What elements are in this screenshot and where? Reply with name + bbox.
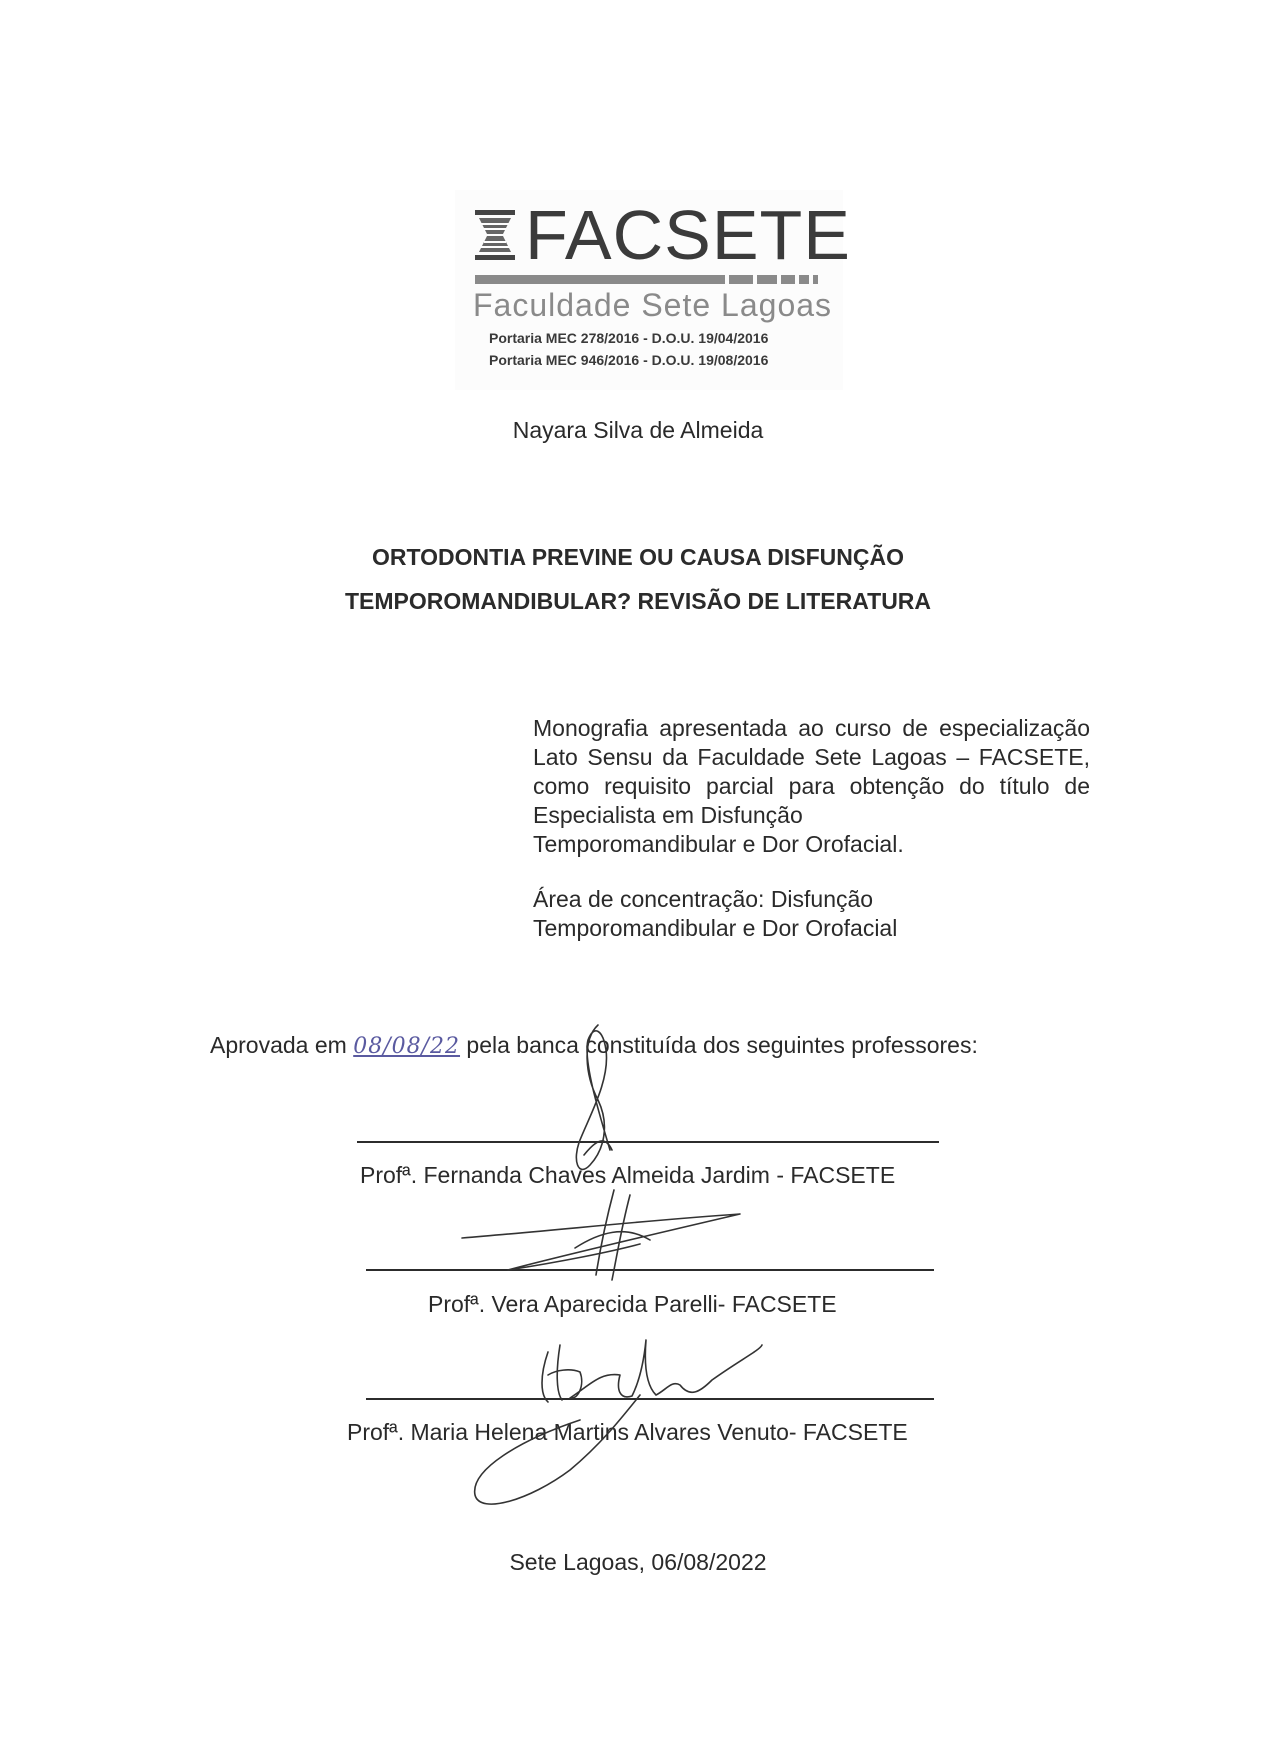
title-line-1: ORTODONTIA PREVINE OU CAUSA DISFUNÇÃO	[371, 544, 904, 570]
logo-subtitle: Faculdade Sete Lagoas	[473, 287, 833, 323]
signature-line-1	[357, 1141, 939, 1143]
approval-prefix: Aprovada em	[210, 1032, 347, 1058]
approval-statement	[210, 1031, 978, 1061]
description-paragraph-1-body: Monografia apresentada ao curso de especialização Lato Sensu da Faculdade Sete Lagoas – FACSETE, como requisito parcial para obtenção do título de Especialista em Disfunção	[533, 715, 1090, 828]
facsete-logo	[455, 190, 851, 390]
examiner-name-1: Profª. Fernanda Chaves Almeida Jardim - FACSETE	[360, 1162, 896, 1188]
facsete-emblem-icon	[475, 210, 515, 260]
portaria-line-2: Portaria MEC 946/2016 - D.O.U. 19/08/2016	[489, 352, 769, 368]
title-line-2: TEMPOROMANDIBULAR? REVISÃO DE LITERATURA	[344, 588, 932, 614]
portaria-line-1: Portaria MEC 278/2016 - D.O.U. 19/04/2016	[489, 330, 769, 346]
signature-3-mark	[542, 1340, 762, 1402]
signature-2-mark	[462, 1214, 740, 1270]
signature-line-3	[366, 1398, 934, 1400]
approval-suffix: pela banca constituída dos seguintes professores:	[466, 1032, 978, 1058]
description-paragraph-2-last-line: Temporomandibular e Dor Orofacial	[533, 915, 898, 941]
examiner-name-2: Profª. Vera Aparecida Parelli- FACSETE	[428, 1291, 837, 1317]
description-paragraph-1-last-line: Temporomandibular e Dor Orofacial.	[533, 831, 904, 857]
logo-divider-bar	[475, 275, 823, 284]
description-paragraph-1	[533, 714, 1090, 859]
logo-name: FACSETE	[525, 196, 851, 274]
signature-line-2	[366, 1269, 934, 1271]
place-and-date: Sete Lagoas, 06/08/2022	[509, 1549, 767, 1575]
author-name: Nayara Silva de Almeida	[512, 417, 764, 443]
description-paragraph-2	[533, 885, 1090, 943]
approval-date-handwritten: 08/08/22	[353, 1034, 461, 1059]
examiner-name-3: Profª. Maria Helena Martins Alvares Venuto- FACSETE	[347, 1419, 908, 1445]
description-paragraph-2-body: Área de concentração: Disfunção	[533, 886, 874, 912]
